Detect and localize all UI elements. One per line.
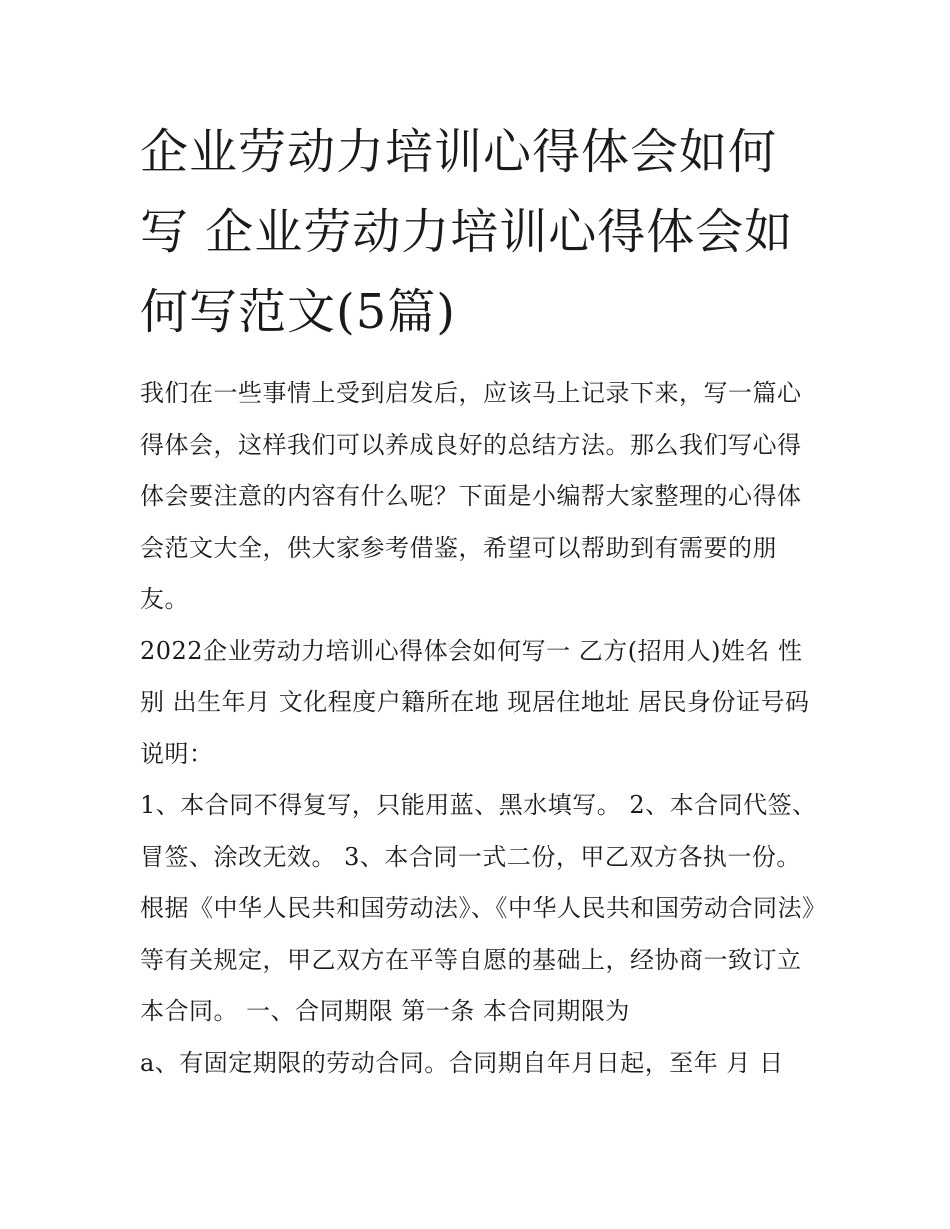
legal-basis-paragraph: 根据《中华人民共和国劳动法》、《中华人民共和国劳动合同法》等有关规定，甲乙双方在平等自愿的基础上，经协商一致订立本合同。 一、合同期限 第一条 本合同期限为 bbox=[140, 894, 815, 1025]
document-title: 企业劳动力培训心得体会如何写 企业劳动力培训心得体会如何写范文(5篇) bbox=[140, 124, 794, 340]
document-page bbox=[140, 112, 820, 1089]
notes-paragraph: 1、本合同不得复写，只能用蓝、黑水填写。 2、本合同代签、冒签、涂改无效。 3、本合同一式二份，甲乙双方各执一份。 bbox=[140, 791, 817, 871]
term-paragraph: a、有固定期限的劳动合同。合同期自年月日起，至年 月 日 bbox=[140, 1048, 784, 1077]
info-paragraph: 2022企业劳动力培训心得体会如何写一 乙方(招用人)姓名 性别 出生年月 文化程度户籍所在地 现居住地址 居民身份证号码 说明： bbox=[140, 636, 810, 768]
intro-paragraph: 我们在一些事情上受到启发后，应该马上记录下来，写一篇心得体会，这样我们可以养成良好的总结方法。那么我们写心得体会要注意的内容有什么呢？下面是小编帮大家整理的心得体会范文大全，供大家参考借鉴，希望可以帮助到有需要的朋友。 bbox=[140, 379, 802, 613]
